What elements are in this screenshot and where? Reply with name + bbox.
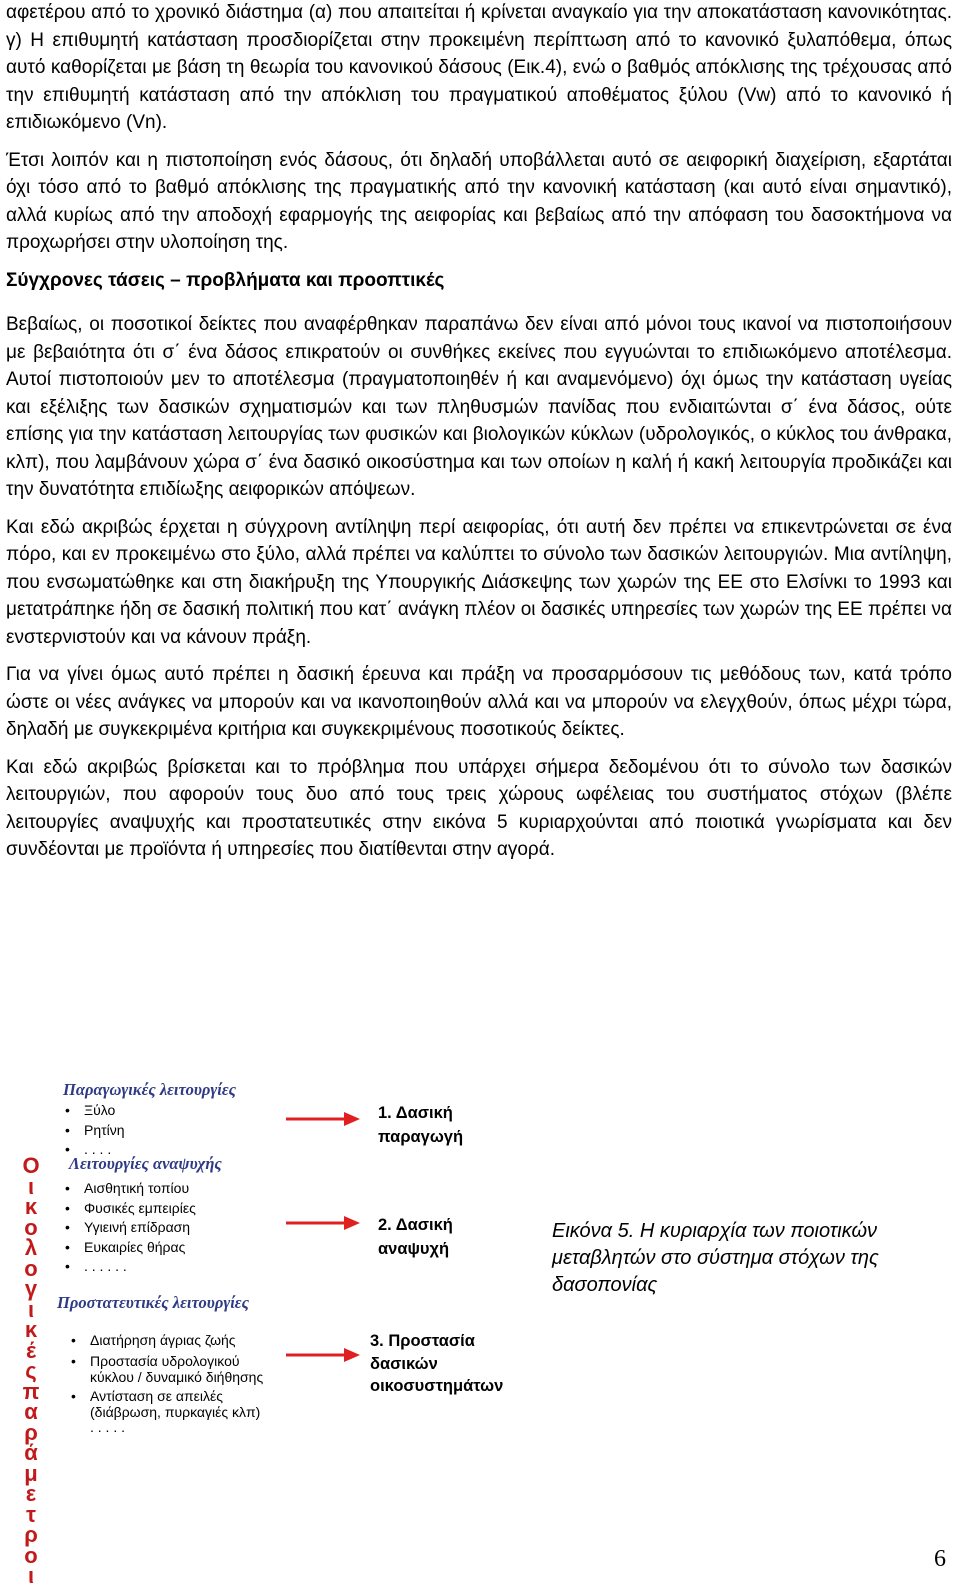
- paragraph: αφετέρου από το χρονικό διάστημα (α) που απαιτείται ή κρίνεται αναγκαίο για την αποκατάσταση κανονικότητας. γ) Η επιθυμητή κατάσταση προσδιορίζεται στην προκειμένη περίπτωση από το κανονικό ξυλαπόθεμα, όπως αυτό καθορίζεται με βάση τη θεωρία του κανονικού δάσους (Εικ.4), ενώ ο βαθμός απόκλισης της τρέχουσας από την επιθυμητή κατάσταση από την απόκλιση του πραγματικού αποθέματος ξύλου (Vw) από το κανονικό ή επιδιωκόμενο (Vn).: [6, 2, 952, 133]
- section-heading: Σύγχρονες τάσεις – προβλήματα και προοπτικές: [6, 269, 445, 291]
- arrow-icon: [284, 1346, 362, 1364]
- paragraph: Και εδώ ακριβώς έρχεται η σύγχρονη αντίληψη περί αειφορίας, ότι αυτή δεν πρέπει να επικεντρώνεται σε ένα πόρο, και εν προκειμένω στο ξύλο, αλλά πρέπει να καλύπτει το σύνολο των δασικών λειτουργιών. Μια αντίληψη, που ενσωματώθηκε και στη διακήρυξη της Υπουργικής Διάσκεψης των χωρών της ΕΕ στο Ελσίνκι το 1993 και μετατράπηκε ήδη σε δασική πολιτική που κατ΄ ανάγκη πλέον οι δασικές υπηρεσίες των χωρών της ΕΕ πρέπει να ενστερνιστούν και να κάνουν πράξη.: [6, 516, 952, 648]
- list-item: • Αντίσταση σε απειλές (διάβρωση, πυρκαγιές κλπ): [70, 1388, 263, 1421]
- body-text: [6, 0, 952, 864]
- list-item: • Υγιεινή επίδραση: [64, 1218, 196, 1238]
- vertical-label: O ι κ ο λ ο γ ι κ έ ς π α ρ ά μ ε τ ρ ο ι: [22, 1153, 40, 1588]
- arrow-icon: [284, 1214, 362, 1232]
- figure-5: [0, 1080, 960, 1588]
- target-field-recreation: 2. Δασική αναψυχή: [378, 1216, 453, 1258]
- production-title: Παραγωγικές λειτουργίες: [63, 1080, 236, 1099]
- list-item: • Ξύλο: [64, 1101, 125, 1121]
- list-item: • Διατήρηση άγριας ζωής: [70, 1332, 263, 1349]
- paragraph: Βεβαίως, οι ποσοτικοί δείκτες που αναφέρθηκαν παραπάνω δεν είναι από μόνοι τους ικανοί να πιστοποιήσουν με βεβαιότητα ότι σ΄ ένα δάσος επικρατούν οι συνθήκες εκείνες που εγγυώνται το επιδιωκόμενο αποτέλεσμα. Αυτοί πιστοποιούν μεν το αποτέλεσμα (πραγματοποιηθέν ή και αναμενόμενο) όχι όμως την κατάσταση υγείας και εξέλιξης των δασικών σχηματισμών και των πληθυσμών πανίδας που ενδιαιτώνται σ΄ ένα δάσος, ούτε επίσης για την κατάσταση λειτουργίας των φυσικών και βιολογικών κύκλων (υδρολογικός, ο κύκλος του άνθρακα, κλπ), που λαμβάνουν χώρα σ΄ ένα δασικό οικοσύστημα και των οποίων η καλή ή κακή λειτουργία προδικάζει και την δυνατότητα επιδίωξης αειφορικών απόψεων.: [6, 314, 952, 500]
- list-item: • Αισθητική τοπίου: [64, 1179, 196, 1199]
- recreation-list: [64, 1179, 196, 1277]
- paragraph: Για να γίνει όμως αυτό πρέπει η δασική έρευνα και πράξη να προσαρμόσουν τις μεθόδους των, κατά τρόπο ώστε οι νέες ανάγκες να μπορούν και να ικανοποιηθούν αλλά και να μπορούν να ελεγχθούν, όπως μέχρι τώρα, δηλαδή με συγκεκριμένα κριτήρια και συγκεκριμένους ποσοτικούς δείκτες.: [6, 664, 952, 740]
- arrow-icon: [284, 1110, 362, 1128]
- protection-list: [70, 1332, 263, 1421]
- paragraph: Έτσι λοιπόν και η πιστοποίηση ενός δάσους, ότι δηλαδή υποβάλλεται αυτό σε αειφορική διαχείριση, εξαρτάται όχι τόσο από το βαθμό απόκλισης της πραγματικής από την κανονική κατάσταση (και αυτό είναι σημαντικό), αλλά κυρίως από την αποδοχή εφαρμογής της αειφορίας και βεβαίως από την απόφαση του δασοκτήμονα να προχωρήσει στην υλοποίηση της.: [6, 149, 952, 253]
- list-item: • Φυσικές εμπειρίες: [64, 1199, 196, 1219]
- list-item: • Προστασία υδρολογικού κύκλου / δυναμικό διήθησης: [70, 1353, 263, 1386]
- figure-caption: Εικόνα 5. Η κυριαρχία των ποιοτικών μεταβλητών στο σύστημα στόχων της δασοπονίας: [552, 1220, 879, 1296]
- protection-trailing: . . . . .: [90, 1419, 126, 1435]
- recreation-title: Λειτουργίες αναψυχής: [69, 1154, 222, 1173]
- target-field-protection: 3. Προστασία δασικών οικοσυστημάτων: [370, 1332, 504, 1395]
- paragraph: Και εδώ ακριβώς βρίσκεται και το πρόβλημα που υπάρχει σήμερα δεδομένου ότι το σύνολο των δασικών λειτουργιών, που αφορούν τους δυο από τους τρεις χώρους ωφέλειας του συστήματος στόχων (βλέπε λειτουργίες αναψυχής και προστατευτικές στην εικόνα 5 κυριαρχούνται από ποιοτικά γνωρίσματα και δεν συνδέονται με προϊόντα ή υπηρεσίες που διατίθενται στην αγορά.: [6, 756, 952, 860]
- list-item: • Ευκαιρίες θήρας: [64, 1238, 196, 1258]
- target-field-production: 1. Δασική παραγωγή: [378, 1104, 464, 1146]
- list-item: • . . . . . .: [64, 1257, 196, 1277]
- protection-title: Προστατευτικές λειτουργίες: [57, 1293, 249, 1312]
- list-item: • Ρητίνη: [64, 1121, 125, 1141]
- page-number: 6: [934, 1546, 946, 1572]
- production-list: [64, 1101, 125, 1160]
- list-item: • . . . .: [64, 1140, 125, 1160]
